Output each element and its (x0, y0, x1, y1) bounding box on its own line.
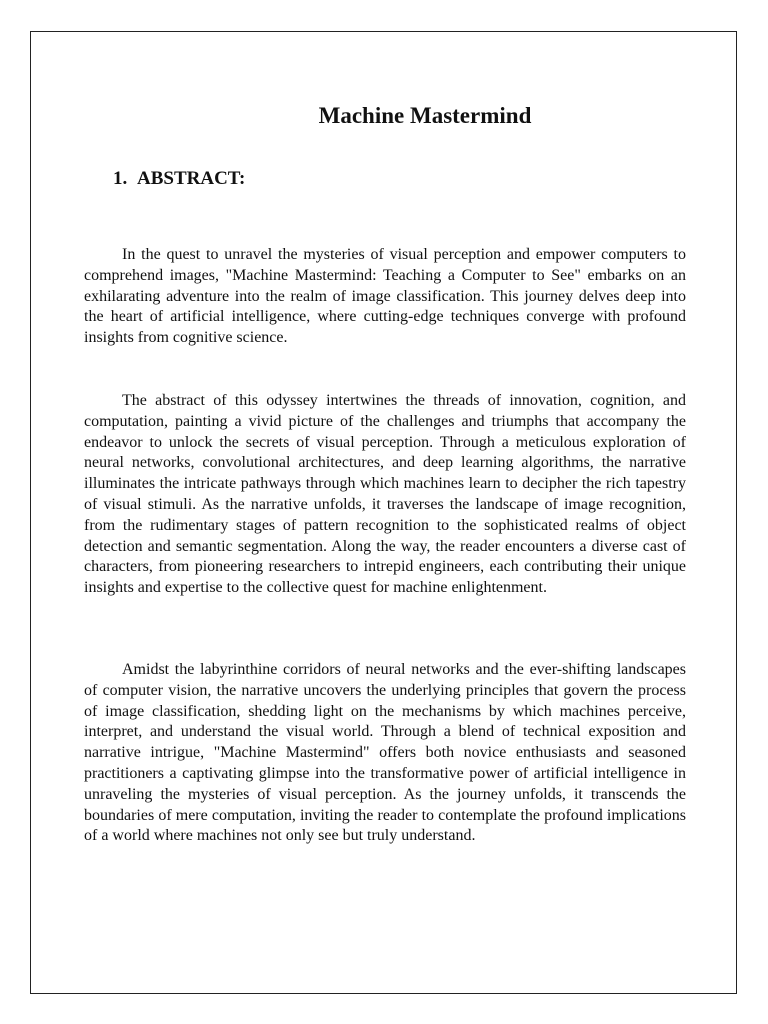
abstract-paragraph-1: In the quest to unravel the mysteries of visual perception and empower computers to comprehend images, "Machine Mastermind: Teaching a Computer to See" embarks on an exhilarating adventure into the realm of image classification. This journey delves deep into the heart of artificial intelligence, where cutting-edge techniques converge with profound insights from cognitive science. (84, 246, 686, 347)
abstract-paragraph-2: The abstract of this odyssey intertwines the threads of innovation, cognition, and computation, painting a vivid picture of the challenges and triumphs that accompany the endeavor to unlock the secrets of visual perception. Through a meticulous exploration of neural networks, convolutional architectures, and deep learning algorithms, the narrative illuminates the intricate pathways through which machines learn to decipher the rich tapestry of visual stimuli. As the narrative unfolds, it traverses the landscape of image recognition, from the rudimentary stages of pattern recognition to the sophisticated realms of object detection and semantic segmentation. Along the way, the reader encounters a diverse cast of characters, from pioneering researchers to intrepid engineers, each contributing their unique insights and expertise to the collective quest for machine enlightenment. (84, 392, 686, 597)
document-title: Machine Mastermind (318, 103, 532, 128)
section-heading (113, 166, 245, 192)
abstract-paragraph-3: Amidst the labyrinthine corridors of neural networks and the ever-shifting landscapes of computer vision, the narrative uncovers the underlying principles that govern the process of image classification, shedding light on the mechanisms by which machines perceive, interpret, and understand the visual world. Through a blend of technical exposition and narrative intrigue, "Machine Mastermind" offers both novice enthusiasts and seasoned practitioners a captivating glimpse into the transformative power of artificial intelligence in unraveling the mysteries of visual perception. As the journey unfolds, it transcends the boundaries of mere computation, inviting the reader to contemplate the profound implications of a world where machines not only see but truly understand. (84, 661, 686, 845)
section-number: 1. (113, 168, 128, 189)
section-heading-text: ABSTRACT: (137, 168, 246, 189)
